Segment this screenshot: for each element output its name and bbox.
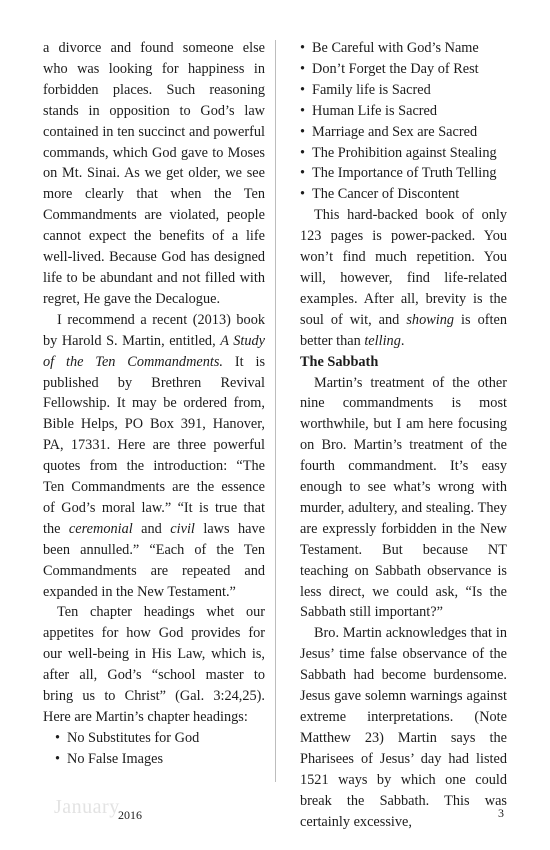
paragraph: Martin’s treatment of the other nine commandments is most worthwhile, but I am here focusing on Bro. Martin’s treatment of the fourth commandment. It’s easy enough to see what’s wrong with murder, adultery, and stealing. They are expressly forbidden in the New Testament. But because NT teaching on Sabbath observance is less direct, we could ask, “Is the Sabbath still important?” [300, 374, 507, 621]
paragraph [43, 310, 265, 603]
chapter-list [55, 728, 265, 770]
list-item: • The Importance of Truth Telling [300, 163, 507, 184]
text: laws have been annulled.” “Each of the Ten Commandments are repeated and expanded in the New Testament.” [43, 520, 265, 600]
paragraph: a divorce and found someone else who was looking for happiness in forbidden places. Such reasoning stands in opposition to God’s law contained in ten succinct and powerful commands, which God gave to Moses on Mt. Sinai. As we get older, we see more clearly that when the Ten Commandments are violated, people cannot expect the benefits of a life well-lived. Because God has designed life to be abundant and not filled with regret, He gave the Decalogue. [43, 40, 265, 307]
list-item: • No Substitutes for God [55, 728, 265, 749]
text: . [400, 332, 405, 349]
text: This hard-backed book of only 123 pages is power-packed. You won’t find much repetition. You will, however, find life-related examples. After all, brevity is the soul of wit, and [300, 207, 507, 328]
footer-year: 2016 [118, 808, 142, 822]
emphasis: showing [406, 311, 455, 328]
footer-month: January [54, 796, 120, 818]
left-column [43, 38, 265, 770]
paragraph [300, 205, 507, 351]
text: is often better than [300, 311, 508, 349]
list-item: • Be Careful with God’s Name [300, 38, 507, 59]
list-item: • No False Images [55, 749, 265, 770]
right-column [300, 38, 507, 832]
list-item: • Don’t Forget the Day of Rest [300, 59, 507, 80]
section-heading: The Sabbath [300, 353, 379, 370]
emphasis: ceremonial [68, 520, 133, 537]
emphasis: telling [364, 332, 401, 349]
paragraph: Ten chapter headings whet our appetites for how God provides for our well-being in His Law, which is, after all, God’s “school master to bring us to Christ” (Gal. 3:24,25). Here are Martin’s chapter headings: [43, 604, 265, 725]
emphasis: civil [170, 520, 195, 537]
text: It is published by Brethren Revival Fellowship. It may be ordered from, Bible Helps, PO Box 391, Hanover, PA, 17331. Here are three powerful quotes from the introduction: “The Ten Commandments are the essence of God’s moral law.” “It is true that the [43, 353, 266, 537]
book-title: A Study of the Ten Commandments. [43, 332, 265, 370]
paragraph: Bro. Martin acknowledges that in Jesus’ time false observance of the Sabbath had become burdensome. Jesus gave solemn warnings against extreme interpretations. (Note Matthew 23) Martin says the Pharisees of Jesus’ day had listed 1521 ways by which one could break the Sabbath. This was certainly excessive, [300, 625, 507, 830]
chapter-list [300, 38, 507, 205]
text: and [132, 520, 171, 537]
page-number: 3 [498, 806, 504, 820]
text: I recommend a recent (2013) book by Harold S. Martin, entitled, [43, 311, 265, 349]
list-item: • Marriage and Sex are Sacred [300, 122, 507, 143]
list-item: • Family life is Sacred [300, 80, 507, 101]
list-item: • Human Life is Sacred [300, 101, 507, 122]
list-item: • The Prohibition against Stealing [300, 143, 507, 164]
list-item: • The Cancer of Discontent [300, 184, 507, 205]
column-divider [275, 40, 276, 782]
